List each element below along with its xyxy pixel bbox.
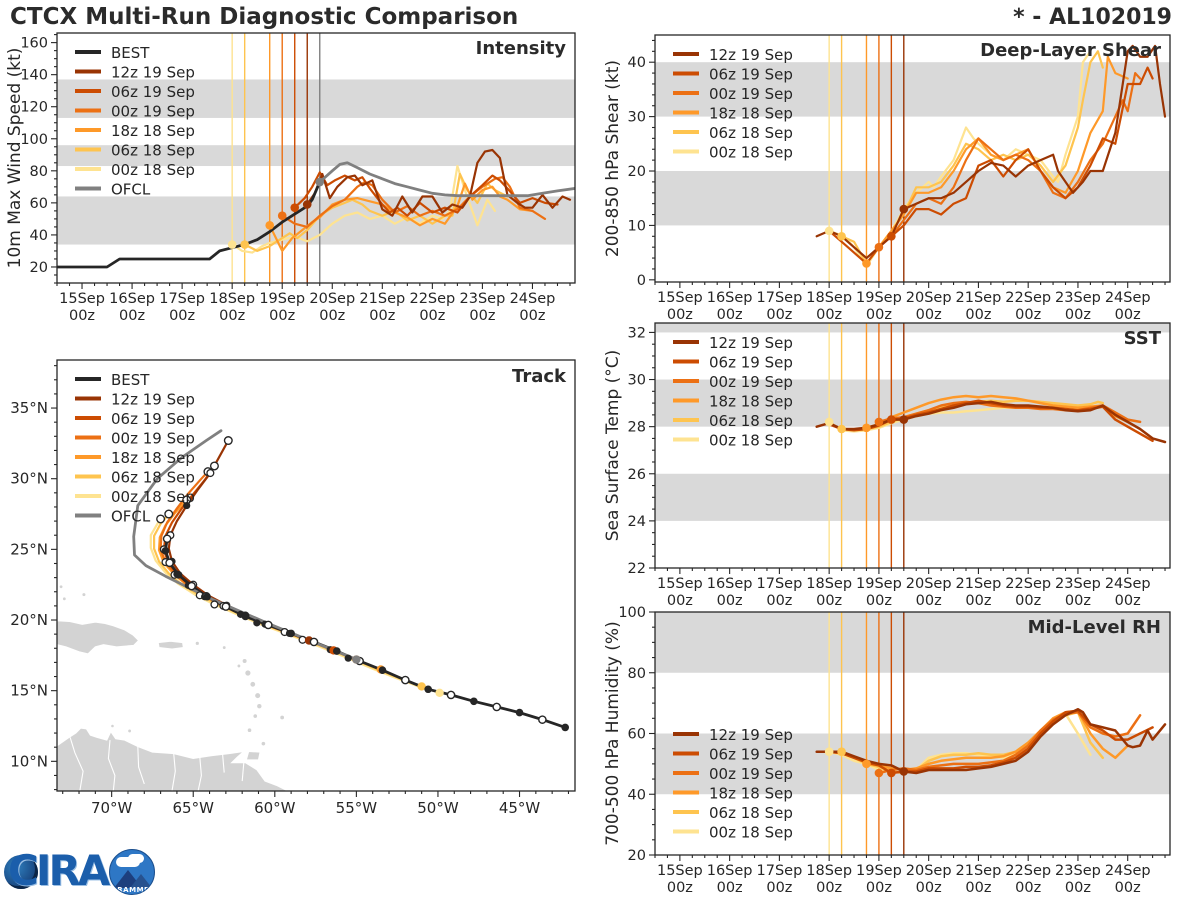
init-marker — [315, 178, 324, 187]
best-fix-open — [539, 716, 546, 723]
legend-swatch — [75, 128, 101, 132]
track-end-open — [157, 515, 165, 523]
lon-tick-label: 50°W — [417, 799, 459, 817]
x-tick-label: 20Sep — [905, 576, 952, 592]
x-tick-label: 17Sep — [756, 863, 803, 879]
init-marker — [265, 221, 274, 230]
x-tick-hour-label: 00z — [1114, 880, 1141, 896]
x-tick-hour-label: 00z — [1015, 307, 1042, 323]
y-tick-label: 60 — [29, 195, 48, 212]
land-puerto-rico — [158, 641, 183, 649]
legend-swatch — [75, 109, 101, 113]
x-tick-hour-label: 00z — [1015, 593, 1042, 609]
legend-label: 06z 19 Sep — [709, 353, 793, 372]
island — [128, 730, 131, 733]
x-tick-hour-label: 00z — [865, 593, 892, 609]
best-fix-open — [222, 603, 229, 610]
saffir-band — [655, 474, 1170, 521]
intensity-panel — [5, 33, 575, 324]
x-tick-label: 17Sep — [756, 290, 803, 306]
x-tick-label: 21Sep — [359, 291, 406, 307]
best-fix-filled — [203, 593, 211, 601]
rammb-wordmark: RAMMB — [117, 886, 150, 894]
lat-tick-label: 10°N — [10, 752, 48, 771]
x-tick-label: 19Sep — [856, 863, 902, 879]
x-tick-hour-label: 00z — [816, 880, 843, 896]
x-tick-label: 22Sep — [1005, 576, 1052, 592]
x-tick-hour-label: 00z — [965, 880, 992, 896]
x-tick-hour-label: 00z — [716, 880, 743, 896]
legend-label: 06z 18 Sep — [111, 468, 195, 487]
island — [250, 682, 255, 687]
legend-swatch — [75, 436, 101, 440]
legend-label: 00z 18 Sep — [709, 431, 793, 450]
x-tick-label: 18Sep — [806, 576, 853, 592]
legend-label: 12z 19 Sep — [111, 390, 195, 409]
y-tick-label: 100 — [618, 605, 646, 621]
best-fix-filled — [516, 709, 524, 717]
x-tick-hour-label: 00z — [1114, 307, 1141, 323]
best-fix-open — [188, 582, 195, 589]
rh-panel — [603, 605, 1170, 896]
x-tick-hour-label: 00z — [816, 593, 843, 609]
x-tick-hour-label: 00z — [816, 307, 843, 323]
y-tick-label: 0 — [636, 272, 646, 289]
legend-swatch — [673, 72, 699, 76]
land-hispaniola — [57, 621, 139, 654]
init-marker — [875, 243, 884, 252]
init-marker — [837, 232, 846, 241]
x-tick-label: 15Sep — [59, 291, 105, 307]
lon-tick-label: 55°W — [335, 799, 378, 817]
island — [245, 670, 250, 675]
track-line-06z-18-sep — [154, 514, 422, 686]
init-marker — [899, 767, 908, 776]
y-axis-label: Sea Surface Temp (°C) — [603, 349, 623, 542]
x-tick-label: 16Sep — [706, 290, 753, 306]
init-marker — [875, 418, 884, 427]
y-tick-label: 40 — [29, 227, 48, 244]
legend-label: 12z 19 Sep — [709, 334, 793, 352]
best-fix-filled — [287, 630, 295, 638]
track-panel — [10, 360, 575, 817]
rammb-globe-icon — [109, 849, 155, 895]
legend-label: 18z 18 Sep — [111, 449, 195, 467]
track-fix-open — [299, 636, 306, 643]
shear-panel — [603, 35, 1170, 323]
legend-label: 00z 18 Sep — [709, 143, 793, 162]
legend-swatch — [75, 494, 101, 498]
x-tick-hour-label: 00z — [519, 308, 546, 324]
x-tick-label: 18Sep — [209, 291, 256, 307]
x-tick-hour-label: 00z — [766, 307, 793, 323]
init-marker — [837, 425, 846, 434]
y-tick-label: 120 — [20, 99, 48, 116]
legend-swatch — [673, 771, 699, 775]
legend-label: 12z 19 Sep — [709, 726, 793, 744]
x-tick-hour-label: 00z — [219, 308, 246, 324]
island — [60, 585, 63, 588]
lat-tick-label: 30°N — [10, 469, 48, 488]
y-tick-label: 140 — [20, 67, 48, 84]
legend-swatch — [75, 377, 101, 381]
x-tick-hour-label: 00z — [1064, 307, 1091, 323]
x-tick-label: 19Sep — [856, 290, 902, 306]
island — [82, 593, 85, 596]
x-tick-hour-label: 00z — [915, 307, 942, 323]
lat-tick-label: 20°N — [10, 611, 48, 630]
init-marker — [240, 240, 249, 249]
track-line-00z-18-sep — [151, 519, 440, 693]
x-tick-label: 17Sep — [159, 291, 206, 307]
x-tick-label: 20Sep — [905, 863, 952, 879]
x-tick-hour-label: 00z — [865, 307, 892, 323]
legend-swatch — [673, 732, 699, 736]
legend-swatch — [673, 438, 699, 442]
lon-tick-label: 65°W — [172, 799, 214, 817]
init-marker — [825, 747, 834, 756]
legend-swatch — [673, 810, 699, 814]
x-tick-label: 23Sep — [1055, 576, 1101, 592]
x-tick-hour-label: 00z — [716, 593, 743, 609]
init-marker — [862, 259, 871, 268]
legend-label: 06z 19 Sep — [709, 65, 793, 84]
track-fix-open — [211, 601, 218, 608]
y-tick-label: 30 — [627, 372, 646, 389]
island — [238, 665, 241, 668]
legend-swatch — [75, 514, 101, 518]
x-tick-hour-label: 00z — [965, 307, 992, 323]
legend-swatch — [673, 418, 699, 422]
x-tick-label: 20Sep — [905, 290, 952, 306]
legend-label: 00z 19 Sep — [709, 373, 793, 391]
saffir-band — [655, 323, 1170, 332]
legend-label: 12z 19 Sep — [111, 63, 195, 82]
init-marker — [825, 418, 834, 427]
best-fix-filled — [561, 724, 569, 732]
legend-swatch — [673, 111, 699, 115]
init-marker — [899, 205, 908, 214]
x-tick-label: 22Sep — [1005, 290, 1052, 306]
island — [248, 728, 252, 732]
x-tick-label: 24Sep — [1104, 290, 1151, 306]
x-tick-label: 15Sep — [656, 863, 703, 879]
x-tick-hour-label: 00z — [119, 308, 146, 324]
legend-label: BEST — [111, 371, 150, 389]
legend-label: 06z 18 Sep — [709, 804, 793, 822]
y-tick-label: 32 — [627, 325, 646, 342]
best-fix-open — [265, 621, 272, 628]
lat-tick-label: 35°N — [10, 399, 48, 418]
island — [63, 597, 66, 600]
best-fix-filled — [162, 547, 170, 555]
legend-swatch — [673, 379, 699, 383]
panel-title: Intensity — [475, 38, 566, 59]
track-end-open — [225, 437, 233, 445]
cira-rammb-logo — [2, 843, 155, 899]
legend-label: 00z 19 Sep — [709, 85, 793, 103]
x-tick-label: 19Sep — [259, 291, 306, 307]
init-marker — [837, 747, 846, 756]
legend-swatch — [75, 89, 101, 93]
x-tick-hour-label: 00z — [1064, 593, 1091, 609]
x-tick-hour-label: 00z — [666, 307, 693, 323]
best-fix-open — [447, 691, 454, 698]
x-tick-label: 24Sep — [1104, 863, 1151, 879]
track-fix-open — [207, 470, 214, 477]
y-axis-label: 200-850 hPa Shear (kt) — [603, 59, 623, 258]
x-tick-hour-label: 00z — [269, 308, 296, 324]
x-tick-label: 22Sep — [409, 291, 456, 307]
y-tick-label: 26 — [627, 466, 646, 483]
track-end-open — [211, 462, 219, 470]
lat-tick-label: 15°N — [10, 681, 48, 700]
x-tick-hour-label: 00z — [716, 307, 743, 323]
legend-label: 06z 19 Sep — [111, 83, 195, 101]
legend-swatch — [75, 455, 101, 459]
island — [111, 725, 114, 728]
y-axis-label: 10m Max Wind Speed (kt) — [5, 47, 25, 269]
legend-swatch — [673, 752, 699, 756]
x-tick-label: 16Sep — [706, 863, 753, 879]
island — [223, 646, 226, 649]
legend-label: OFCL — [111, 180, 151, 199]
lon-tick-label: 70°W — [90, 799, 133, 817]
legend-swatch — [75, 475, 101, 479]
init-marker — [875, 769, 884, 778]
x-tick-hour-label: 00z — [666, 880, 693, 896]
legend-label: 12z 19 Sep — [709, 46, 793, 64]
legend-swatch — [673, 791, 699, 795]
x-tick-label: 16Sep — [706, 576, 753, 592]
legend-swatch — [673, 830, 699, 834]
y-tick-label: 30 — [627, 109, 646, 126]
cira-wordmark: CIRA — [8, 846, 108, 895]
legend-swatch — [75, 167, 101, 171]
y-tick-label: 160 — [20, 35, 48, 52]
legend-swatch — [673, 399, 699, 403]
x-tick-hour-label: 00z — [419, 308, 446, 324]
legend-label: 06z 18 Sep — [111, 141, 195, 160]
y-tick-label: 40 — [627, 55, 646, 72]
track-init-dot — [435, 689, 443, 697]
y-axis-label: 700-500 hPa Humidity (%) — [603, 621, 623, 846]
init-marker — [228, 240, 237, 249]
figure-title: CTCX Multi-Run Diagnostic Comparison — [10, 4, 519, 30]
legend-label: 06z 18 Sep — [709, 124, 793, 142]
lat-tick-label: 25°N — [10, 540, 48, 559]
land-trinidad — [246, 751, 260, 760]
y-tick-label: 100 — [20, 131, 48, 148]
legend-label: 06z 19 Sep — [111, 410, 195, 428]
x-tick-hour-label: 00z — [915, 880, 942, 896]
y-tick-label: 20 — [627, 164, 646, 181]
legend-swatch — [673, 340, 699, 344]
x-tick-label: 23Sep — [1055, 290, 1101, 306]
x-tick-hour-label: 00z — [369, 308, 396, 324]
x-tick-hour-label: 00z — [766, 880, 793, 896]
panel-title: Mid-Level RH — [1027, 617, 1161, 638]
best-fix-open — [310, 638, 317, 645]
init-marker — [303, 200, 312, 209]
legend-swatch — [673, 130, 699, 134]
x-tick-label: 18Sep — [806, 290, 853, 306]
init-marker — [887, 415, 896, 424]
x-tick-label: 24Sep — [509, 291, 556, 307]
x-tick-label: 23Sep — [459, 291, 506, 307]
track-fix-filled — [345, 655, 352, 662]
best-fix-filled — [333, 647, 341, 655]
track-fix-filled — [253, 619, 260, 626]
y-tick-label: 10 — [627, 218, 646, 235]
legend-label: 00z 19 Sep — [111, 102, 195, 121]
x-tick-hour-label: 00z — [68, 308, 96, 324]
best-fix-filled — [424, 685, 432, 693]
best-fix-filled — [175, 571, 183, 579]
legend-label: 06z 18 Sep — [709, 412, 793, 430]
y-tick-label: 80 — [29, 163, 48, 180]
x-tick-label: 20Sep — [309, 291, 356, 307]
legend-label: 00z 18 Sep — [111, 161, 195, 179]
x-tick-label: 21Sep — [955, 576, 1002, 592]
best-fix-filled — [470, 697, 478, 705]
x-tick-hour-label: 00z — [965, 593, 992, 609]
x-tick-hour-label: 00z — [169, 308, 196, 324]
panel-title: Track — [512, 366, 566, 387]
x-tick-hour-label: 00z — [915, 593, 942, 609]
legend-label: 00z 19 Sep — [111, 429, 195, 448]
x-tick-label: 15Sep — [656, 576, 703, 592]
island — [280, 716, 284, 720]
init-marker — [825, 227, 834, 236]
x-tick-hour-label: 00z — [865, 880, 892, 896]
init-marker — [862, 424, 871, 433]
lon-tick-label: 45°W — [498, 799, 541, 817]
legend-swatch — [673, 150, 699, 154]
init-marker — [290, 203, 299, 212]
lon-tick-label: 60°W — [254, 799, 296, 817]
legend-label: 18z 18 Sep — [709, 104, 793, 123]
legend-label: OFCL — [111, 507, 151, 526]
island — [243, 659, 247, 663]
x-tick-label: 16Sep — [109, 291, 155, 307]
island — [253, 714, 257, 718]
rammb-logo — [109, 849, 155, 895]
legend-swatch — [673, 91, 699, 95]
cira-logo — [2, 843, 107, 899]
y-tick-label: 20 — [29, 259, 48, 276]
best-fix-filled — [242, 613, 250, 621]
x-tick-hour-label: 00z — [319, 308, 346, 324]
x-tick-label: 21Sep — [955, 863, 1002, 879]
y-tick-label: 20 — [627, 848, 646, 864]
island — [257, 704, 261, 708]
legend-swatch — [673, 360, 699, 364]
x-tick-hour-label: 00z — [1114, 593, 1141, 609]
legend-label: BEST — [111, 44, 150, 62]
island — [196, 642, 199, 645]
legend-swatch — [75, 50, 101, 54]
y-tick-label: 28 — [627, 419, 646, 436]
x-tick-hour-label: 00z — [1064, 880, 1091, 896]
y-tick-label: 60 — [627, 726, 646, 743]
storm-id-label: * - AL102019 — [1013, 5, 1172, 30]
best-fix-open — [164, 535, 171, 542]
best-fix-filled — [379, 666, 387, 674]
x-tick-label: 21Sep — [955, 290, 1002, 306]
island — [255, 693, 260, 698]
legend-label: 06z 19 Sep — [709, 745, 793, 764]
x-tick-label: 18Sep — [806, 863, 853, 879]
y-tick-label: 40 — [627, 787, 646, 804]
y-tick-label: 22 — [627, 561, 646, 577]
legend-label: 00z 18 Sep — [111, 488, 195, 506]
x-tick-hour-label: 00z — [1015, 880, 1042, 896]
best-fix-open — [493, 703, 500, 710]
legend-swatch — [75, 397, 101, 401]
init-marker — [887, 769, 896, 778]
x-tick-label: 23Sep — [1055, 863, 1101, 879]
x-tick-label: 15Sep — [656, 290, 703, 306]
legend-label: 18z 18 Sep — [709, 392, 793, 411]
panel-title: SST — [1123, 328, 1161, 349]
legend-label: 18z 18 Sep — [709, 784, 793, 803]
panel-title: Deep-Layer Shear — [980, 40, 1161, 61]
track-line-best — [166, 539, 566, 728]
legend-swatch — [75, 70, 101, 74]
legend-swatch — [673, 52, 699, 56]
init-marker — [887, 232, 896, 241]
init-marker — [278, 211, 287, 220]
cloud-icon — [128, 854, 144, 863]
init-marker — [862, 760, 871, 769]
x-tick-hour-label: 00z — [666, 593, 693, 609]
y-tick-label: 24 — [627, 513, 646, 530]
legend-swatch — [75, 187, 101, 191]
legend-label: 18z 18 Sep — [111, 122, 195, 140]
x-tick-label: 22Sep — [1005, 863, 1052, 879]
track-init-dot — [352, 655, 360, 663]
init-marker — [899, 415, 908, 424]
legend-swatch — [75, 148, 101, 152]
x-tick-label: 17Sep — [756, 576, 803, 592]
x-tick-hour-label: 00z — [469, 308, 496, 324]
best-fix-open — [166, 559, 173, 566]
legend-label: 00z 18 Sep — [709, 823, 793, 842]
legend-label: 00z 19 Sep — [709, 765, 793, 783]
track-end-open — [165, 510, 173, 518]
x-tick-label: 19Sep — [856, 576, 902, 592]
island — [262, 742, 266, 746]
legend-swatch — [75, 416, 101, 420]
x-tick-label: 24Sep — [1104, 576, 1151, 592]
sst-panel — [603, 323, 1170, 609]
y-tick-label: 80 — [627, 665, 646, 682]
x-tick-hour-label: 00z — [766, 593, 793, 609]
best-fix-open — [402, 676, 409, 683]
